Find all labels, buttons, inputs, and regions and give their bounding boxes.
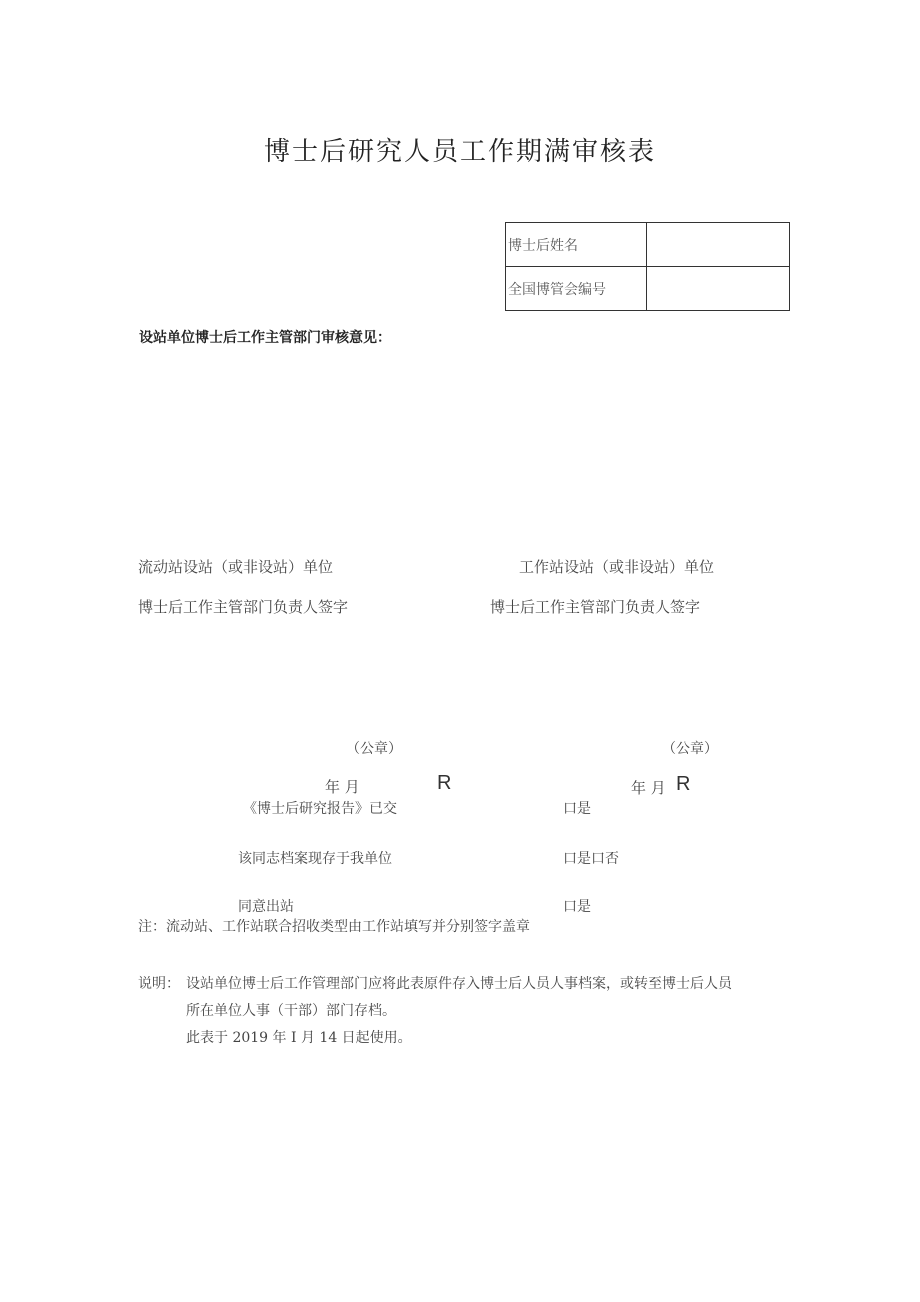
table-row xyxy=(506,223,790,267)
left-seal: （公章） xyxy=(346,741,402,757)
right-mark: R xyxy=(676,773,691,795)
page-title: 博士后研究人员工作期满审核表 xyxy=(263,137,656,167)
check-options-report[interactable]: 口是 xyxy=(563,801,591,817)
review-heading: 设站单位博士后工作主管部门审核意见： xyxy=(139,330,391,346)
right-date: 年 月 xyxy=(631,779,666,797)
number-label: 全国博管会编号 xyxy=(506,267,647,311)
left-date: 年 月 xyxy=(325,778,360,796)
table-row xyxy=(506,267,790,311)
left-mark: R xyxy=(437,772,452,794)
left-unit: 流动站设站（或非设站）单位 xyxy=(138,558,334,576)
right-unit: 工作站设站（或非设站）单位 xyxy=(519,558,715,576)
name-value[interactable] xyxy=(647,223,790,267)
explanation-line-2: 所在单位人事（干部）部门存档。 xyxy=(186,1003,396,1019)
check-label-report: 《博士后研究报告》已交 xyxy=(243,801,397,817)
check-label-archive: 该同志档案现存于我单位 xyxy=(238,851,392,867)
check-options-exit[interactable]: 口是 xyxy=(563,899,591,915)
explanation-line-1: 设站单位博士后工作管理部门应将此表原件存入博士后人员人事档案，或转至博士后人员 xyxy=(186,976,732,992)
note: 注：流动站、工作站联合招收类型由工作站填写并分别签字盖章 xyxy=(138,919,530,935)
check-options-archive[interactable]: 口是口否 xyxy=(563,851,619,867)
left-signer: 博士后工作主管部门负责人签字 xyxy=(138,598,349,616)
explanation-line-3: 此表于 2019 年 I 月 14 日起使用。 xyxy=(186,1030,412,1046)
info-table xyxy=(505,222,790,311)
explanation-prefix: 说明： xyxy=(138,976,180,992)
name-label: 博士后姓名 xyxy=(506,223,647,267)
right-signer: 博士后工作主管部门负责人签字 xyxy=(490,598,701,616)
right-seal: （公章） xyxy=(662,741,718,757)
check-label-exit: 同意出站 xyxy=(238,899,294,915)
number-value[interactable] xyxy=(647,267,790,311)
